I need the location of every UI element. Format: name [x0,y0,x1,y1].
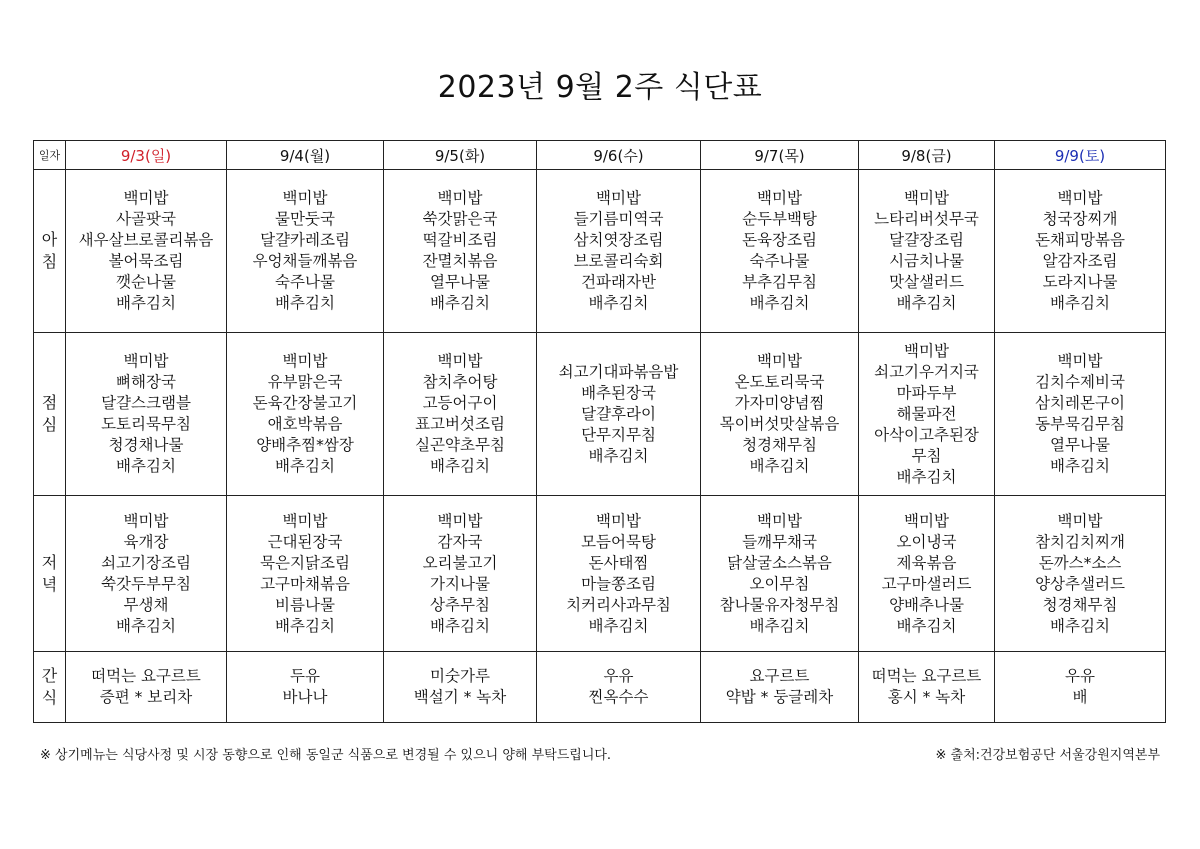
menu-item: 백미밥 [282,352,328,370]
menu-item: 오이무침 [749,574,810,593]
menu-item: 배추김치 [116,294,176,312]
menu-item: 볼어묵조림 [108,252,184,270]
menu-item: 육개장 [123,532,169,551]
menu-item: 참치추어탕 [422,373,498,391]
menu-item: 청경채무침 [1042,595,1118,614]
menu-cell-sat [995,496,1166,652]
menu-cell-mon [227,333,384,496]
menu-cell-fri [859,170,995,333]
menu-item: 가자미양념찜 [734,394,825,412]
menu-item: 백미밥 [1057,189,1103,207]
menu-item: 열무나물 [1050,436,1110,454]
menu-item: 숙주나물 [275,273,335,291]
menu-item: 오리불고기 [422,553,498,572]
menu-item: 쇠고기장조림 [101,553,191,572]
menu-item: 참치김치찌개 [1035,532,1125,551]
menu-item: 치커리사과무침 [566,595,671,614]
menu-item: 백미밥 [757,189,802,207]
menu-item: 배추김치 [588,616,649,635]
menu-item: 고구마샐러드 [881,574,972,593]
menu-item: 배추김치 [749,457,810,475]
meal-label [34,652,66,723]
menu-item: 청국장찌개 [1042,210,1118,228]
lunch-row [34,333,1166,496]
menu-item: 배추김치 [275,457,335,475]
menu-item: 백미밥 [757,511,802,530]
day-header-mon: 9/4(월) [227,141,384,170]
menu-item: 백미밥 [437,352,483,370]
menu-item: 백미밥 [904,511,949,530]
menu-item: 열무나물 [430,273,490,291]
menu-item: 알감자조림 [1042,252,1118,270]
menu-item: 백미밥 [123,352,169,370]
menu-item: 애호박볶음 [267,415,343,433]
menu-item: 브로콜리숙회 [573,252,664,270]
menu-item: 증편 * 보리차 [99,688,193,706]
menu-item: 삼치엿장조림 [573,231,664,249]
menu-item: 배추김치 [430,457,490,475]
menu-cell-mon [227,496,384,652]
menu-item: 마파두부 [896,383,957,402]
menu-item: 무생채 [123,595,169,614]
meal-label [34,333,66,496]
menu-item: 찐옥수수 [588,688,649,706]
menu-item: 잔멸치볶음 [422,252,498,270]
menu-item: 도라지나물 [1042,273,1118,291]
menu-item: 달걀후라이 [581,404,656,423]
meal-label-char: 아 [41,230,58,250]
menu-item: 배 [1072,688,1088,706]
menu-item: 상추무침 [430,595,490,614]
menu-item: 마늘쫑조림 [581,574,656,593]
menu-item: 요구르트 [749,667,810,685]
menu-item: 백미밥 [904,189,949,207]
menu-item: 배추김치 [588,294,649,312]
menu-item: 우유 [603,667,634,685]
menu-item: 사골팟국 [116,210,176,228]
menu-item: 돈까스*소스 [1038,553,1122,572]
menu-item: 배추김치 [588,446,649,465]
menu-item: 시금치나물 [889,252,964,270]
menu-cell-thu [701,333,859,496]
menu-item: 동부묵김무침 [1035,415,1125,433]
header-row [34,141,1166,170]
menu-item: 백미밥 [596,189,641,207]
menu-cell-wed [537,496,701,652]
menu-item: 달걀장조림 [889,231,964,249]
menu-item: 돈사태찜 [588,553,649,572]
menu-item: 실곤약초무침 [415,436,505,454]
menu-item: 두유 [290,667,320,685]
meal-label-char: 점 [41,393,58,413]
menu-cell-mon [227,170,384,333]
menu-item: 단무지무침 [581,425,656,444]
menu-item: 배추김치 [116,616,176,635]
menu-cell-fri [859,652,995,723]
breakfast-row [34,170,1166,333]
menu-item: 건파래자반 [581,273,656,291]
menu-cell-sun [66,496,227,652]
page-title: 2023년 9월 2주 식단표 [437,70,763,105]
day-header-fri: 9/8(금) [859,141,995,170]
meal-label-char: 녁 [41,574,58,594]
menu-item: 유부맑은국 [267,373,343,391]
menu-item: 아삭이고추된장 [874,425,979,444]
menu-item: 무침 [911,446,942,465]
menu-item: 쑥갓맑은국 [422,210,498,228]
menu-item: 물만둣국 [275,210,335,228]
menu-cell-sat [995,333,1166,496]
menu-item: 돈채피망볶음 [1035,231,1125,249]
menu-item: 쇠고기우거지국 [874,362,979,381]
menu-item: 떡갈비조림 [422,231,498,249]
menu-item: 백미밥 [904,341,949,360]
menu-item: 깻순나물 [116,273,176,291]
menu-item: 백미밥 [437,189,483,207]
menu-cell-fri [859,496,995,652]
meal-label-char: 식 [41,688,58,707]
menu-item: 바나나 [282,688,328,706]
menu-item: 배추김치 [749,294,810,312]
menu-item: 양상추샐러드 [1035,574,1125,593]
day-header-thu: 9/7(목) [701,141,859,170]
menu-item: 표고버섯조림 [415,415,505,433]
menu-cell-wed [537,333,701,496]
menu-item: 배추김치 [1050,294,1110,312]
menu-item: 달걀스크램블 [101,394,191,412]
menu-item: 떠먹는 요구르트 [91,667,201,685]
menu-item: 배추김치 [116,457,176,475]
snack-row [34,652,1166,723]
menu-item: 참나물유자청무침 [719,595,840,614]
menu-item: 고구마채볶음 [260,574,350,593]
menu-item: 배추김치 [1050,616,1110,635]
menu-item: 백미밥 [1057,352,1103,370]
menu-item: 백미밥 [437,511,483,530]
menu-item: 도토리묵무침 [101,415,191,433]
meal-label [34,496,66,652]
menu-item: 순두부백탕 [742,210,817,228]
meal-table [33,140,1166,723]
menu-item: 비름나물 [275,595,335,614]
menu-cell-sat [995,652,1166,723]
menu-cell-sun [66,652,227,723]
menu-item: 느타리버섯무국 [874,210,979,228]
menu-item: 백설기 * 녹차 [413,688,507,706]
menu-cell-tue [384,333,537,496]
meal-label-char: 간 [41,666,58,686]
menu-item: 백미밥 [123,189,169,207]
menu-item: 쑥갓두부무침 [101,574,191,593]
menu-cell-wed [537,652,701,723]
menu-item: 청경채무침 [742,436,817,454]
menu-item: 백미밥 [757,352,802,370]
menu-item: 청경채나물 [108,436,184,454]
menu-item: 배추김치 [430,294,490,312]
menu-item: 배추김치 [275,294,335,312]
menu-item: 백미밥 [123,511,169,530]
menu-item: 돈육장조림 [742,231,817,249]
menu-cell-thu [701,170,859,333]
menu-item: 배추된장국 [581,383,656,402]
menu-item: 뼈해장국 [116,373,176,391]
menu-item: 백미밥 [282,189,328,207]
menu-cell-fri [859,333,995,496]
menu-item: 백미밥 [282,511,328,530]
menu-item: 돈육간장불고기 [252,394,358,412]
menu-item: 우유 [1065,667,1095,685]
menu-cell-sun [66,170,227,333]
menu-item: 부추김무침 [742,273,817,291]
menu-item: 배추김치 [896,467,957,486]
footer-source: ※ 출처:건강보험공단 서울강원지역본부 [935,748,1160,763]
menu-item: 배추김치 [430,616,490,635]
menu-item: 고등어구이 [422,394,498,412]
menu-cell-tue [384,496,537,652]
menu-item: 배추김치 [896,616,957,635]
menu-cell-thu [701,496,859,652]
day-header-sat: 9/9(토) [995,141,1166,170]
menu-cell-tue [384,170,537,333]
menu-item: 감자국 [437,532,483,551]
menu-item: 모듬어묵탕 [581,532,656,551]
menu-cell-thu [701,652,859,723]
menu-item: 김치수제비국 [1035,373,1125,391]
menu-item: 목이버섯맛살볶음 [719,415,840,433]
menu-item: 온도토리묵국 [734,373,825,391]
day-header-wed: 9/6(수) [537,141,701,170]
menu-item: 우엉채들깨볶음 [252,252,358,270]
menu-cell-wed [537,170,701,333]
menu-cell-mon [227,652,384,723]
menu-item: 들깨무채국 [742,532,817,551]
menu-item: 묵은지닭조림 [260,553,350,572]
day-header-tue: 9/5(화) [384,141,537,170]
menu-item: 삼치레몬구이 [1035,394,1125,412]
menu-item: 배추김치 [749,616,810,635]
menu-item: 배추김치 [1050,457,1110,475]
menu-item: 맛살샐러드 [889,273,964,291]
menu-item: 미숫가루 [430,667,490,685]
meal-label-char: 침 [41,252,58,271]
menu-item: 가지나물 [430,574,490,593]
menu-item: 근대된장국 [267,532,343,551]
menu-item: 숙주나물 [749,252,810,270]
menu-item: 홍시 * 녹차 [887,688,966,706]
footer-note: ※ 상기메뉴는 식당사정 및 시장 동향으로 인해 동일군 식품으로 변경될 수 있으니 양해 부탁드립니다. [40,748,612,763]
menu-item: 배추김치 [275,616,335,635]
menu-item: 들기름미역국 [573,210,664,228]
menu-item: 닭살굴소스볶음 [727,553,832,572]
menu-cell-sat [995,170,1166,333]
menu-item: 달걀카레조림 [260,231,350,249]
day-header-sun: 9/3(일) [66,141,227,170]
meal-label-char: 저 [41,552,58,572]
menu-item: 배추김치 [896,294,957,312]
dinner-row [34,496,1166,652]
menu-item: 쇠고기대파볶음밥 [558,362,679,381]
menu-item: 오이냉국 [896,532,957,551]
menu-item: 떠먹는 요구르트 [871,667,982,685]
menu-item: 백미밥 [596,511,641,530]
meal-label-char: 심 [41,415,58,434]
menu-item: 백미밥 [1057,511,1103,530]
menu-cell-sun [66,333,227,496]
menu-item: 양배추찜*쌈장 [256,436,354,454]
menu-cell-tue [384,652,537,723]
menu-item: 새우살브로콜리볶음 [78,231,214,249]
menu-item: 제육볶음 [896,553,957,572]
meal-label [34,170,66,333]
menu-item: 약밥 * 둥글레차 [725,688,834,706]
date-label-header: 일자 [34,141,66,170]
menu-item: 양배추나물 [889,595,964,614]
menu-item: 해물파전 [896,404,957,423]
